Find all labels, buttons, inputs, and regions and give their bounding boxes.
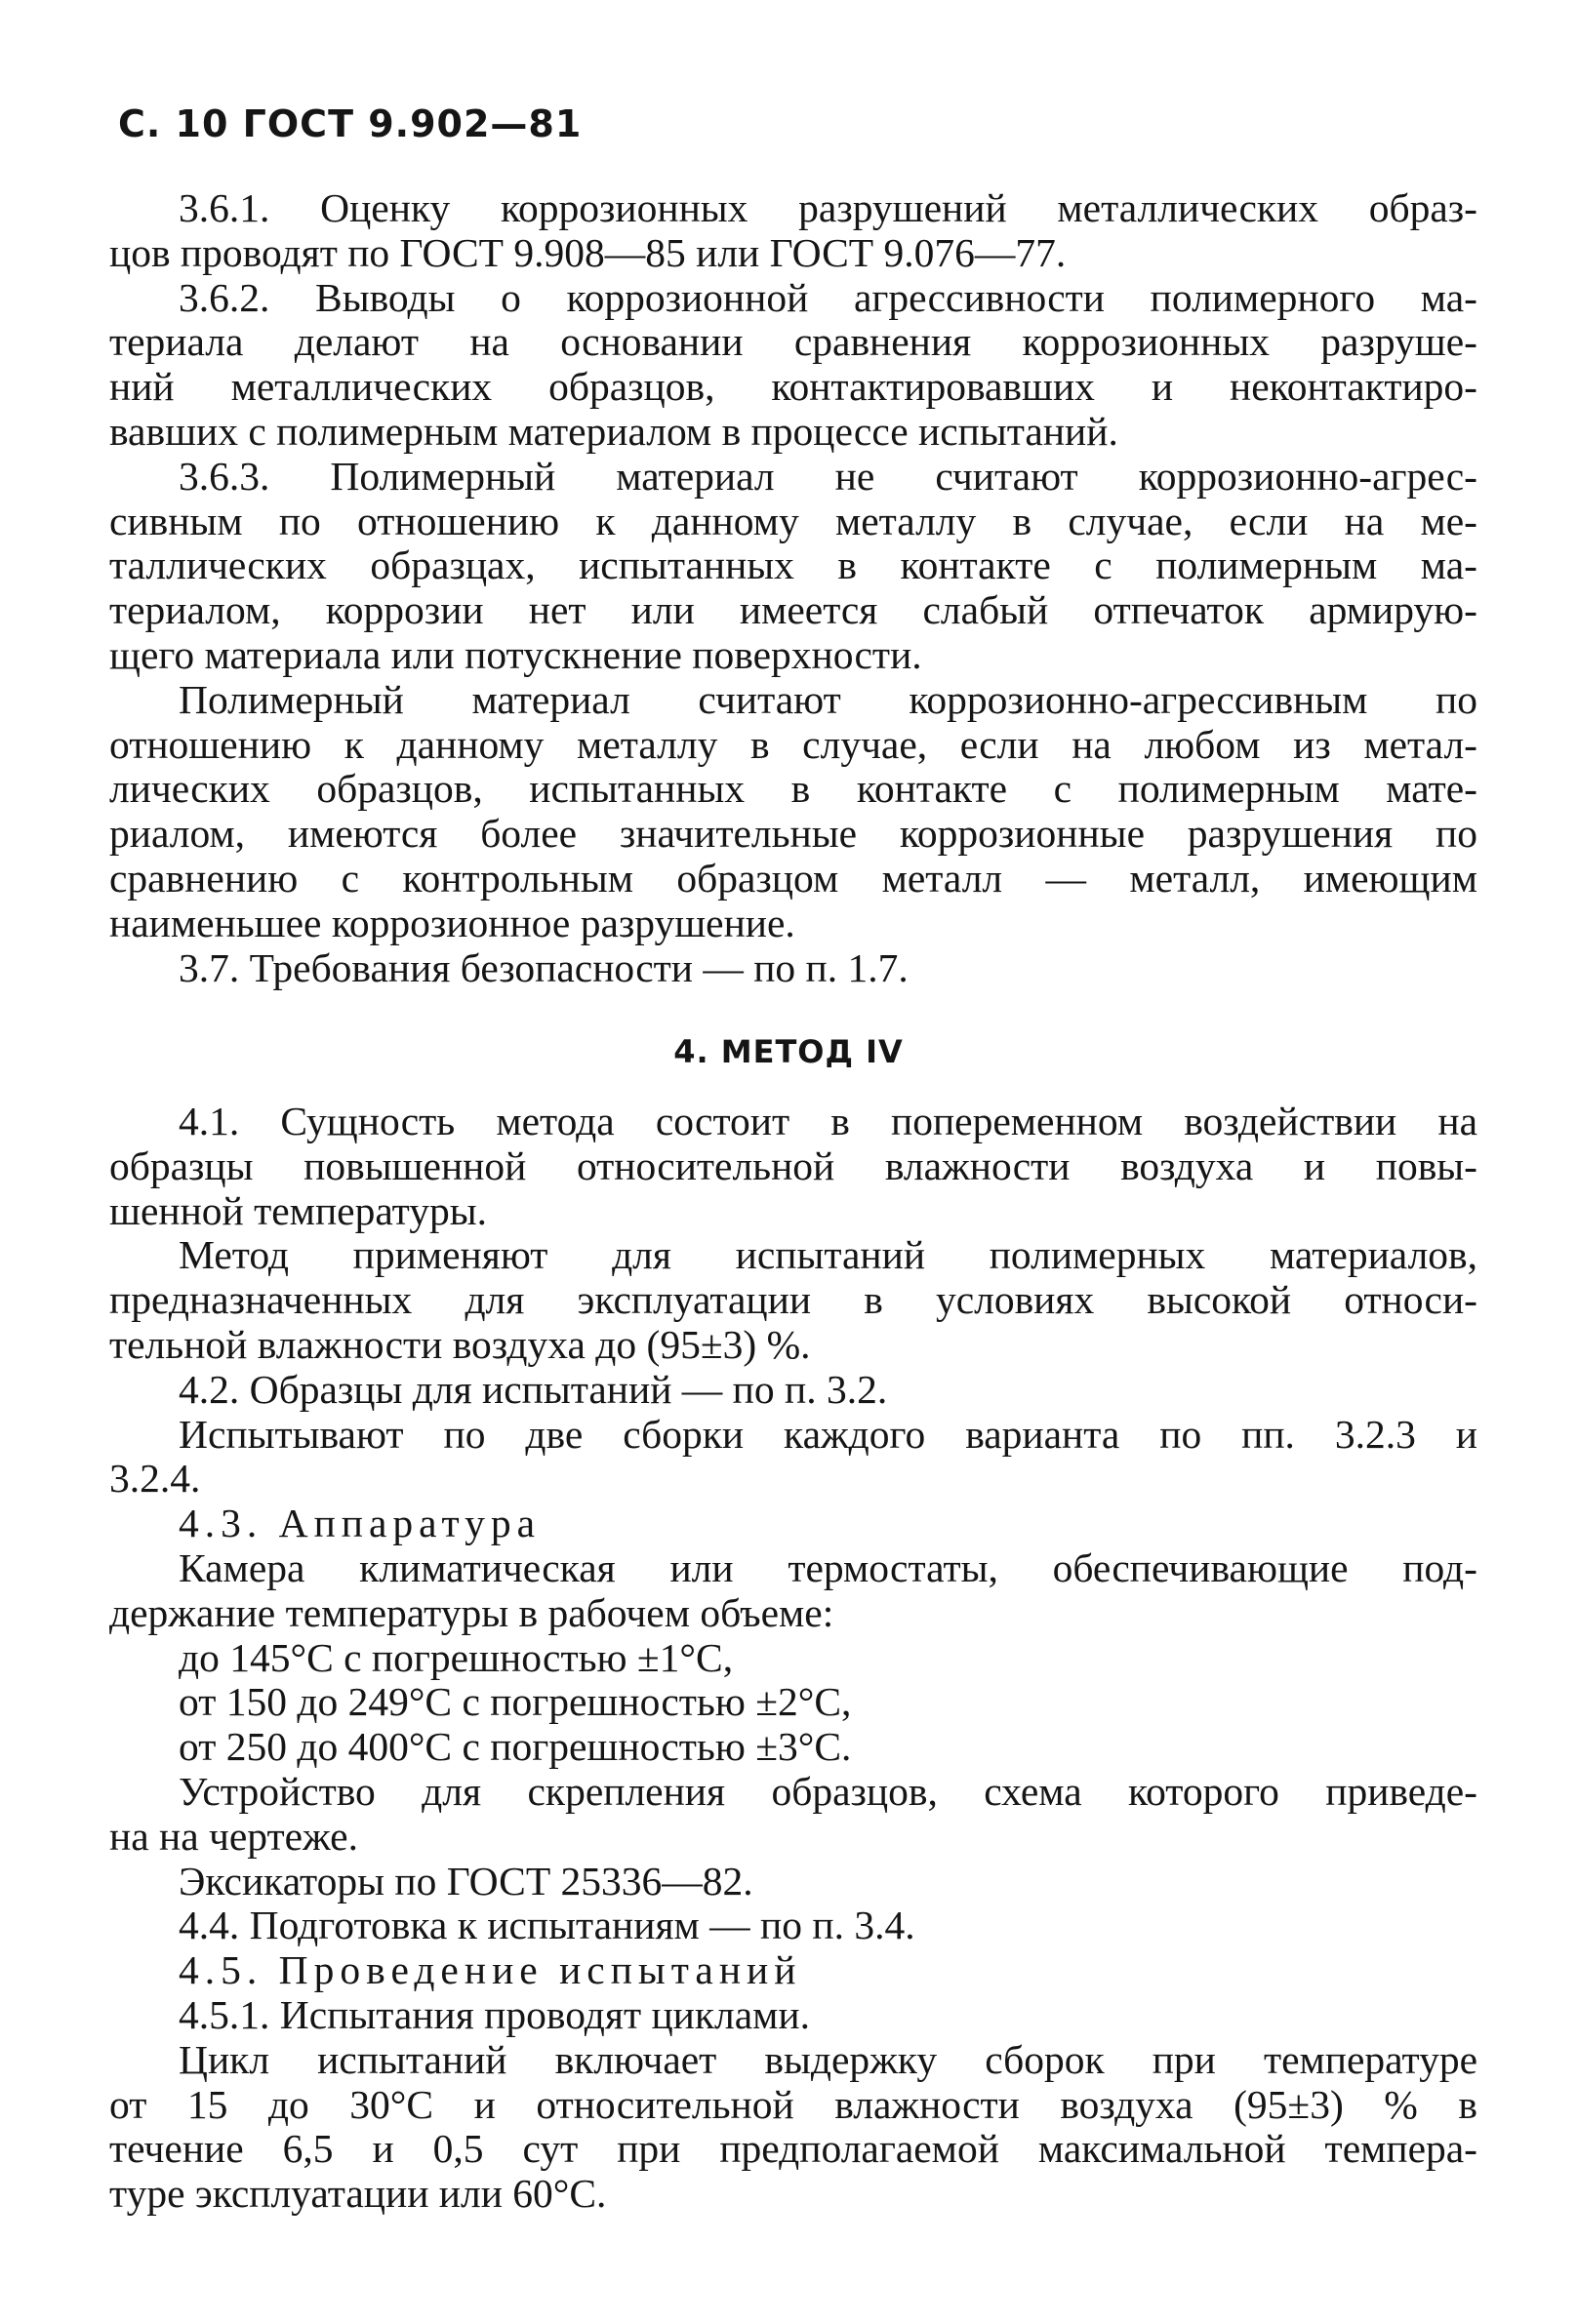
text-line: 3.2.4. <box>109 1456 201 1502</box>
text-line: Цикл испытаний включает выдержку сборок при температуре <box>179 2036 1477 2082</box>
text-line: на на чертеже. <box>109 1813 358 1859</box>
text-line: ний металлических образцов, контактировавших и неконтактиро- <box>109 364 1477 410</box>
text-line: предназначенных для эксплуатации в условиях высокой относи- <box>109 1277 1477 1323</box>
text-line: до 145°С с погрешностью ±1°С, <box>179 1634 734 1680</box>
text-line: от 15 до 30°С и относительной влажности воздуха (95±3) % в <box>109 2081 1477 2127</box>
text-line: риалом, имеются более значительные коррозионные разрушения по <box>109 811 1477 857</box>
text-line: 3.7. Требования безопасности — по п. 1.7. <box>179 944 909 990</box>
text-line: 4.4. Подготовка к испытаниям — по п. 3.4. <box>179 1903 915 1948</box>
text-line: 3.6.3. Полимерный материал не считают коррозионно-агрес- <box>179 453 1477 499</box>
text-line: отношению к данному металлу в случае, если на любом из метал- <box>109 721 1477 767</box>
text-line: териала делают на основании сравнения коррозионных разруше- <box>109 319 1477 365</box>
text-line: сивным по отношению к данному металлу в случае, если на ме- <box>109 498 1477 543</box>
text-line: Устройство для скрепления образцов, схема которого приведе- <box>179 1768 1477 1814</box>
text-line: туре эксплуатации или 60°С. <box>109 2171 607 2217</box>
text-line: 4.5.1. Испытания проводят циклами. <box>179 1991 811 2037</box>
text-line: Полимерный материал считают коррозионно-агрессивным по <box>179 676 1477 722</box>
text-line: образцы повышенной относительной влажности воздуха и повы- <box>109 1142 1477 1188</box>
text-line: наименьшее коррозионное разрушение. <box>109 900 795 945</box>
text-line: териалом, коррозии нет или имеется слабый отпечаток армирую- <box>109 587 1477 633</box>
text-line: сравнению с контрольным образцом металл — металл, имеющим <box>109 855 1477 901</box>
text-line: 4.2. Образцы для испытаний — по п. 3.2. <box>179 1366 888 1412</box>
text-line: Метод применяют для испытаний полимерных материалов, <box>179 1232 1477 1278</box>
text-line: держание температуры в рабочем объеме: <box>109 1589 834 1635</box>
text-line: лических образцов, испытанных в контакте с полимерным мате- <box>109 766 1477 812</box>
page-header: С. 10 ГОСТ 9.902—81 <box>118 102 583 145</box>
text-line: течение 6,5 и 0,5 сут при предполагаемой максимальной темпера- <box>109 2126 1477 2172</box>
text-line-spaced: 4.3. Аппаратура <box>179 1501 542 1546</box>
text-line-spaced: 4.5. Проведение испытаний <box>179 1947 802 1993</box>
text-line: таллических образцах, испытанных в контакте с полимерным ма- <box>109 542 1477 588</box>
text-line: 3.6.2. Выводы о коррозионной агрессивности полимерного ма- <box>179 274 1477 320</box>
text-line: Камера климатическая или термостаты, обеспечивающие под- <box>179 1544 1477 1590</box>
section-heading: 4. МЕТОД IV <box>673 1033 904 1070</box>
text-line: вавших с полимерным материалом в процессе испытаний. <box>109 408 1118 454</box>
text-line: цов проводят по ГОСТ 9.908—85 или ГОСТ 9.076—77. <box>109 229 1067 275</box>
text-line: щего материала или потускнение поверхности. <box>109 631 922 677</box>
text-block-section-3 <box>109 186 1477 990</box>
text-line: 3.6.1. Оценку коррозионных разрушений металлических образ- <box>179 185 1477 230</box>
text-line: Эксикаторы по ГОСТ 25336—82. <box>179 1858 753 1903</box>
text-line: тельной влажности воздуха до (95±3) %. <box>109 1321 811 1367</box>
text-line: Испытывают по две сборки каждого варианта по пп. 3.2.3 и <box>179 1411 1477 1457</box>
text-line: от 250 до 400°С с погрешностью ±3°С. <box>179 1724 852 1770</box>
text-line: 4.1. Сущность метода состоит в попеременном воздействии на <box>179 1099 1477 1143</box>
text-block-section-4 <box>109 1100 1477 2217</box>
text-line: шенной температуры. <box>109 1187 488 1233</box>
text-line: от 150 до 249°С с погрешностью ±2°С, <box>179 1679 852 1725</box>
